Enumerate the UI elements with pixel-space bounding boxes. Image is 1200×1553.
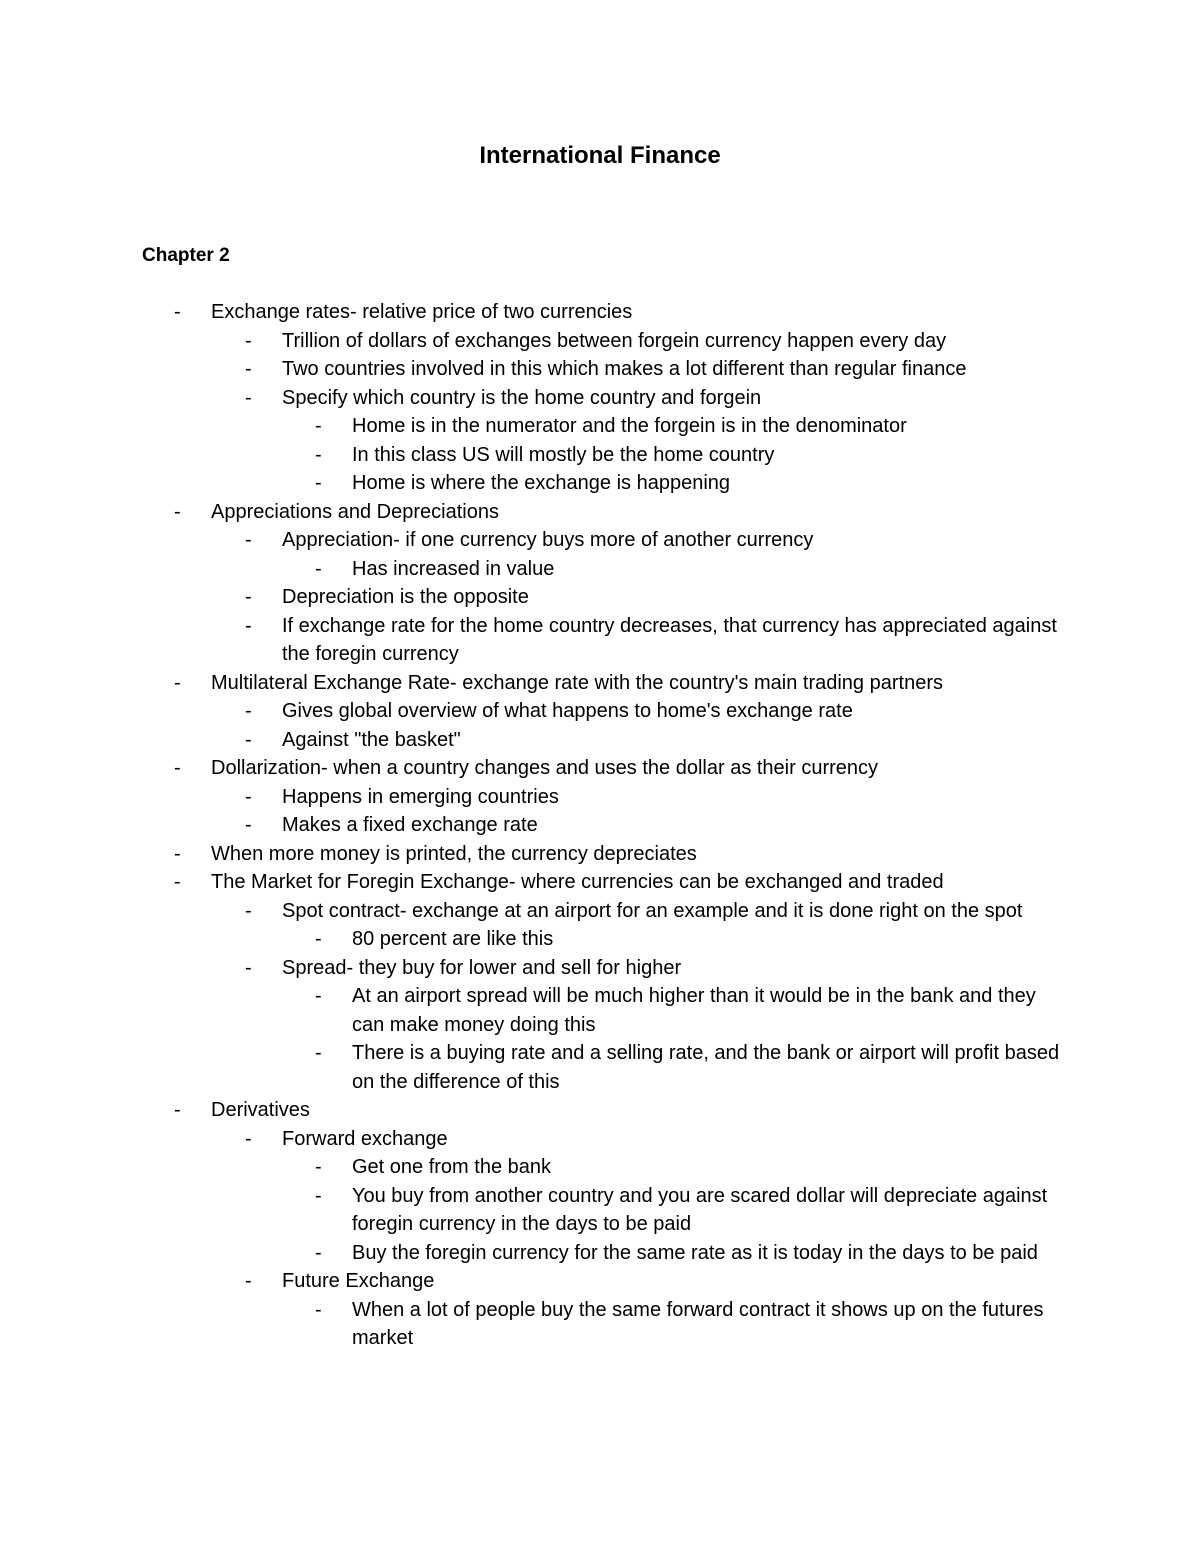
list-item: [0, 441, 1200, 470]
list-item-text: Makes a fixed exchange rate: [282, 814, 538, 836]
list-item-text: Multilateral Exchange Rate- exchange rate with the country's main trading partners: [211, 671, 943, 694]
list-item: [0, 412, 1200, 441]
bullet-dash: -: [174, 301, 181, 323]
list-item: [0, 868, 1200, 897]
list-item-text: Appreciation- if one currency buys more of another currency: [282, 529, 814, 551]
bullet-dash: -: [245, 586, 252, 608]
bullet-dash: -: [174, 757, 181, 779]
list-item-text: Spread- they buy for lower and sell for higher: [282, 956, 682, 979]
list-item: [0, 1039, 1200, 1096]
list-item-text: There is a buying rate and a selling rate, and the bank or airport will profit based on the difference of this: [352, 1042, 1060, 1093]
bullet-dash: -: [174, 1099, 181, 1121]
list-item-text: Spot contract- exchange at an airport for an example and it is done right on the spot: [282, 899, 1023, 922]
list-item: [0, 811, 1200, 840]
list-item: [0, 355, 1200, 384]
list-item-text: Forward exchange: [282, 1127, 448, 1150]
list-item: [0, 612, 1200, 669]
list-item-text: Against "the basket": [282, 728, 461, 751]
list-item: [0, 1182, 1200, 1239]
list-item-text: Depreciation is the opposite: [282, 586, 529, 608]
bullet-dash: -: [315, 557, 322, 580]
list-item-text: When more money is printed, the currency depreciates: [211, 842, 697, 865]
list-item-text: Dollarization- when a country changes and uses the dollar as their currency: [211, 757, 879, 779]
list-item: [0, 1153, 1200, 1182]
list-item: [0, 982, 1200, 1039]
bullet-dash: -: [174, 500, 181, 523]
list-item: [0, 897, 1200, 926]
list-item: [0, 498, 1200, 527]
list-item-text: Get one from the bank: [352, 1156, 552, 1178]
bullet-dash: -: [174, 871, 181, 893]
list-item: [0, 726, 1200, 755]
bullet-dash: -: [315, 472, 322, 494]
list-item: [0, 298, 1200, 327]
list-item-text: Exchange rates- relative price of two currencies: [211, 301, 633, 323]
list-item: [0, 327, 1200, 356]
bullet-dash: -: [245, 814, 252, 836]
list-item-text: Happens in emerging countries: [282, 785, 559, 808]
list-item-text: Specify which country is the home country and forgein: [282, 386, 762, 409]
list-item: [0, 1267, 1200, 1296]
list-item-text: Two countries involved in this which makes a lot different than regular finance: [282, 358, 967, 380]
list-item: [0, 384, 1200, 413]
bullet-dash: -: [245, 728, 252, 751]
list-item-text: Future Exchange: [282, 1270, 435, 1292]
bullet-dash: -: [174, 671, 181, 694]
bullet-dash: -: [315, 1184, 322, 1207]
bullet-dash: -: [315, 1298, 322, 1321]
list-item-text: At an airport spread will be much higher than it would be in the bank and they can make money doing this: [352, 985, 1036, 1036]
bullet-dash: -: [315, 1042, 322, 1064]
bullet-dash: -: [315, 415, 322, 437]
bullet-dash: -: [174, 842, 181, 865]
list-item: [0, 1125, 1200, 1154]
list-item: [0, 1239, 1200, 1268]
document-title: International Finance: [479, 142, 721, 169]
bullet-dash: -: [245, 529, 252, 551]
bullet-dash: -: [245, 329, 252, 352]
list-item: [0, 783, 1200, 812]
bullet-dash: -: [315, 928, 322, 950]
list-item-text: The Market for Foregin Exchange- where currencies can be exchanged and traded: [211, 871, 944, 893]
list-item: [0, 840, 1200, 869]
bullet-dash: -: [245, 1270, 252, 1292]
notes-list: [0, 298, 1200, 1353]
list-item: [0, 954, 1200, 983]
bullet-dash: -: [245, 700, 252, 722]
bullet-dash: -: [315, 1156, 322, 1178]
list-item: [0, 469, 1200, 498]
list-item-text: Home is in the numerator and the forgein is in the denominator: [352, 415, 907, 437]
bullet-dash: -: [245, 614, 252, 637]
list-item-text: In this class US will mostly be the home country: [352, 443, 775, 466]
list-item: [0, 754, 1200, 783]
list-item-text: 80 percent are like this: [352, 928, 554, 950]
list-item-text: Derivatives: [211, 1099, 310, 1121]
list-item-text: You buy from another country and you are scared dollar will depreciate against foregin currency in the days to be paid: [352, 1184, 1048, 1235]
list-item: [0, 1096, 1200, 1125]
chapter-heading: Chapter 2: [142, 245, 230, 266]
list-item-text: Home is where the exchange is happening: [352, 472, 731, 494]
bullet-dash: -: [245, 358, 252, 380]
bullet-dash: -: [315, 985, 322, 1007]
list-item: [0, 555, 1200, 584]
list-item-text: Gives global overview of what happens to home's exchange rate: [282, 700, 853, 722]
list-item-text: If exchange rate for the home country decreases, that currency has appreciated against the foregin currency: [282, 614, 1057, 665]
bullet-dash: -: [245, 386, 252, 409]
list-item: [0, 925, 1200, 954]
bullet-dash: -: [245, 956, 252, 979]
list-item-text: Appreciations and Depreciations: [211, 500, 499, 523]
list-item: [0, 1296, 1200, 1353]
list-item: [0, 526, 1200, 555]
list-item-text: Buy the foregin currency for the same rate as it is today in the days to be paid: [352, 1241, 1038, 1264]
list-item-text: Trillion of dollars of exchanges between forgein currency happen every day: [282, 329, 947, 352]
bullet-dash: -: [315, 443, 322, 466]
list-item: [0, 669, 1200, 698]
bullet-dash: -: [245, 899, 252, 922]
list-item-text: Has increased in value: [352, 557, 555, 580]
bullet-dash: -: [315, 1241, 322, 1264]
bullet-dash: -: [245, 785, 252, 808]
bullet-dash: -: [245, 1127, 252, 1150]
list-item: [0, 697, 1200, 726]
list-item: [0, 583, 1200, 612]
list-item-text: When a lot of people buy the same forward contract it shows up on the futures market: [352, 1298, 1044, 1349]
